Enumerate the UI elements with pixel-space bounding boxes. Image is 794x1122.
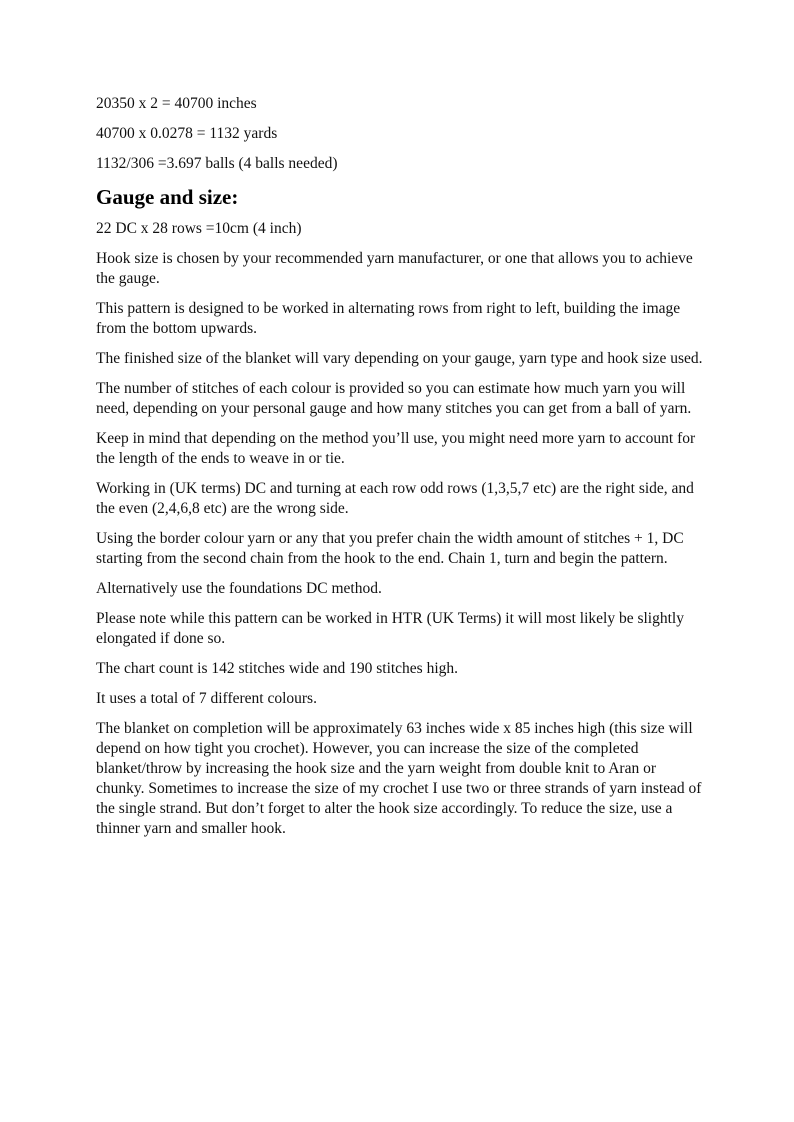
calc-line-balls: 1132/306 =3.697 balls (4 balls needed) <box>96 155 338 172</box>
section-heading-gauge-and-size: Gauge and size: <box>96 185 239 209</box>
paragraph-chart-count: The chart count is 142 stitches wide and 190 stitches high. <box>96 660 459 677</box>
paragraph-row-sides: Working in (UK terms) DC and turning at each row odd rows (1,3,5,7 etc) are the right side, and the even (2,4,6,8 etc) are the wrong side. <box>96 480 694 517</box>
paragraph-finished-size: The finished size of the blanket will vary depending on your gauge, yarn type and hook size used. <box>96 350 703 367</box>
paragraph-htr-note: Please note while this pattern can be worked in HTR (UK Terms) it will most likely be slightly elongated if done so. <box>96 610 684 647</box>
calc-line-yards: 40700 x 0.0278 = 1132 yards <box>96 125 278 142</box>
paragraph-extra-yarn: Keep in mind that depending on the method you’ll use, you might need more yarn to account for the length of the ends to weave in or tie. <box>96 430 696 467</box>
paragraph-foundation-chain: Using the border colour yarn or any that you prefer chain the width amount of stitches + 1, DC starting from the second chain from the hook to the end. Chain 1, turn and begin the pattern. <box>96 530 684 567</box>
paragraph-blanket-size: The blanket on completion will be approximately 63 inches wide x 85 inches high (this size will depend on how tight you crochet). However, you can increase the size of the completed blanket/throw by increasing the hook size and the yarn weight from double knit to Aran or chunky. Sometimes to increase the size of my crochet I use two or three strands of yarn instead of the single strand. But don’t forget to alter the hook size accordingly. To reduce the size, use a thinner yarn and smaller hook. <box>96 720 702 837</box>
paragraph-direction: This pattern is designed to be worked in alternating rows from right to left, building the image from the bottom upwards. <box>96 300 681 337</box>
paragraph-hook-size: Hook size is chosen by your recommended yarn manufacturer, or one that allows you to achieve the gauge. <box>96 250 693 287</box>
paragraph-stitch-counts: The number of stitches of each colour is provided so you can estimate how much yarn you will need, depending on your personal gauge and how many stitches you can get from a ball of yarn. <box>96 380 692 417</box>
paragraph-foundation-dc: Alternatively use the foundations DC method. <box>96 580 382 597</box>
paragraph-gauge: 22 DC x 28 rows =10cm (4 inch) <box>96 220 302 237</box>
calc-line-inches: 20350 x 2 = 40700 inches <box>96 95 257 112</box>
paragraph-colour-count: It uses a total of 7 different colours. <box>96 690 317 707</box>
document-page <box>96 94 706 849</box>
